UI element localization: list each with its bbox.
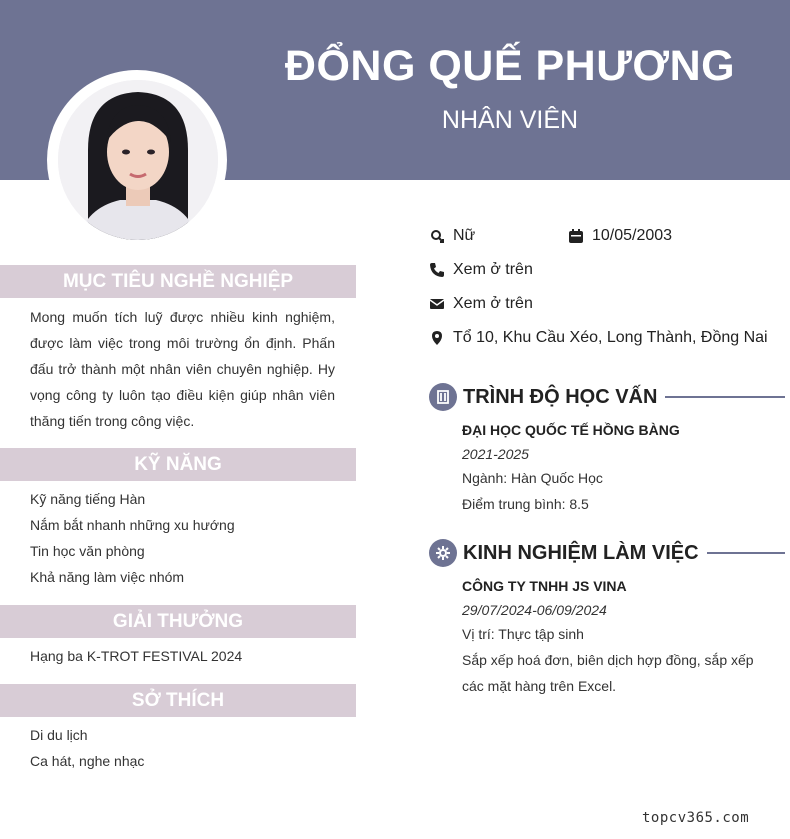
list-item: Hạng ba K-TROT FESTIVAL 2024: [30, 648, 243, 664]
school-name: ĐẠI HỌC QUỐC TẾ HỒNG BÀNG: [462, 422, 680, 438]
experience-heading-rule: [707, 552, 785, 554]
objective-text: Mong muốn tích luỹ được nhiều kinh nghiệm, được làm việc trong môi trường ổn định. Phấn đấu trở thành một nhân viên chuyên nghiệp. Hy vọng công ty luôn tạo điều kiện giúp nhân viên thăng tiến trong công việc.: [30, 309, 335, 429]
education-gpa: Điểm trung bình: 8.5: [462, 496, 589, 512]
list-item: Kỹ năng tiếng Hàn: [30, 491, 146, 507]
education-period: 2021-2025: [462, 446, 529, 462]
gender-value: Nữ: [453, 227, 476, 244]
education-heading-text: TRÌNH ĐỘ HỌC VẤN: [463, 385, 658, 408]
gender-row: [429, 223, 475, 249]
experience-icon: [429, 539, 457, 567]
birthday-row: [568, 223, 672, 249]
list-item: Ca hát, nghe nhạc: [30, 753, 145, 769]
skills-section-title: KỸ NĂNG: [0, 448, 356, 481]
portrait-photo: [58, 80, 218, 240]
candidate-position: NHÂN VIÊN: [441, 106, 579, 134]
list-item: Khả năng làm việc nhóm: [30, 569, 185, 585]
experience-role: Vị trí: Thực tập sinh: [462, 626, 584, 642]
education-major: Ngành: Hàn Quốc Học: [462, 470, 603, 486]
phone-row: [429, 257, 533, 283]
email-row: [429, 291, 533, 317]
experience-block: [462, 573, 772, 699]
address-row: [429, 325, 768, 351]
watermark: topcv365.com: [642, 810, 750, 826]
skills-list: [30, 486, 350, 590]
hobbies-section-title: SỞ THÍCH: [0, 684, 356, 717]
list-item: Di du lịch: [30, 727, 88, 743]
location-icon: [429, 330, 445, 346]
gender-icon: [429, 228, 445, 244]
candidate-name: ĐỔNG QUẾ PHƯƠNG: [284, 42, 736, 90]
email-icon: [429, 296, 445, 312]
list-item: Tin học văn phòng: [30, 543, 145, 559]
avatar: [58, 80, 218, 240]
experience-heading-text: KINH NGHIỆM LÀM VIỆC: [463, 541, 699, 564]
phone-value: Xem ở trên: [453, 261, 533, 278]
awards-section-title: GIẢI THƯỞNG: [0, 605, 356, 638]
birthday-value: 10/05/2003: [592, 227, 673, 244]
hobbies-list: [30, 722, 350, 774]
experience-heading: [429, 538, 785, 568]
objective-section-title: MỤC TIÊU NGHỀ NGHIỆP: [0, 265, 356, 298]
education-heading: [429, 382, 785, 412]
education-heading-rule: [665, 396, 785, 398]
awards-list: [30, 643, 350, 669]
education-block: [462, 417, 772, 517]
list-item: Nắm bắt nhanh những xu hướng: [30, 517, 235, 533]
email-value: Xem ở trên: [453, 295, 533, 312]
calendar-icon: [568, 228, 584, 244]
experience-description: Sắp xếp hoá đơn, biên dịch hợp đồng, sắp xếp các mặt hàng trên Excel.: [462, 652, 754, 694]
experience-period: 29/07/2024-06/09/2024: [462, 602, 607, 618]
address-value: Tổ 10, Khu Cầu Xéo, Long Thành, Đồng Nai: [453, 329, 768, 346]
company-name: CÔNG TY TNHH JS VINA: [462, 578, 627, 594]
phone-icon: [429, 262, 445, 278]
education-icon: [429, 383, 457, 411]
